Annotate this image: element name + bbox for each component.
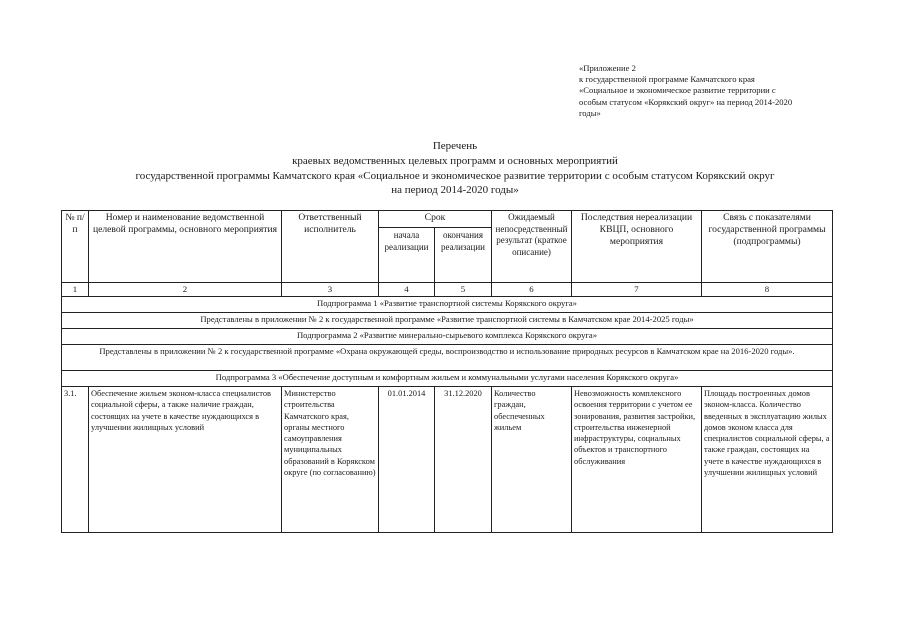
column-number: 5 — [435, 283, 492, 297]
header-term: Срок — [379, 211, 492, 228]
item-name: Обеспечение жильем эконом-класса специалистов социальной сферы, а также наличие граждан, состоящих на учете в качестве нуждающихся в улучшении жилищных условий — [89, 387, 282, 533]
appendix-line: «Приложение 2 — [579, 63, 636, 73]
header-start: начала реализации — [379, 228, 435, 283]
subprogram-1-row: Подпрограмма 1 «Развитие транспортной системы Корякского округа» — [62, 297, 833, 313]
item-number: 3.1. — [62, 387, 89, 533]
appendix-line: к государственной программе Камчатского края — [579, 74, 755, 85]
document-title: Перечень — [432, 140, 478, 152]
appendix-line: особым статусом «Корякский округ» на период 2014-2020 — [579, 96, 793, 107]
subprogram-3-row: Подпрограмма 3 «Обеспечение доступным и комфортным жильем и коммунальными услугами населения Корякского округа» — [62, 371, 833, 387]
table-row — [62, 387, 833, 533]
header-executor: Ответственный исполнитель — [282, 211, 379, 283]
document-subtitle: краевых ведомственных целевых программ и основных мероприятий — [292, 155, 618, 167]
header-number: № п/п — [62, 211, 89, 283]
item-start-date: 01.01.2014 — [379, 387, 435, 533]
column-number: 2 — [89, 283, 282, 297]
appendix-reference — [579, 63, 829, 119]
header-indicators-link: Связь с показателями государственной программы (подпрограммы) — [702, 211, 833, 283]
subprogram-2-note-row: Представлены в приложении № 2 к государственной программе «Охрана окружающей среды, воспроизводство и использование природных ресурсов в Камчатском крае на 2016-2020 годы». — [62, 345, 833, 371]
item-consequences: Невозможность комплексного освоения территории с учетом ее зонирования, развития застройки, строительства инженерной инфраструктуры, социальных объектов и транспортного обслуживания — [572, 387, 702, 533]
header-program-name: Номер и наименование ведомственной целевой программы, основного мероприятия — [89, 211, 282, 283]
programs-table — [61, 210, 833, 533]
item-indicators-link: Площадь построенных домов эконом-класса. Количество введенных в эксплуатацию жилых домов эконом класса для специалистов социальной сферы, а также граждан, состоящих на учете в качестве нуждающихся в улучшении жилищных условий — [702, 387, 833, 533]
item-executor: Министерство строительства Камчатского края, органы местного самоуправления муниципальных образований в Корякском округе (по согласованию) — [282, 387, 379, 533]
appendix-line: «Социальное и экономическое развитие территории с — [579, 85, 776, 96]
column-number: 8 — [702, 283, 833, 297]
column-numbers-row — [62, 283, 833, 297]
subprogram-2-row: Подпрограмма 2 «Развитие минерально-сырьевого комплекса Корякского округа» — [62, 329, 833, 345]
header-expected-result: Ожидаемый непосредственный результат (краткое описание) — [492, 211, 572, 283]
document-subtitle-program: государственной программы Камчатского края «Социальное и экономическое развитие территории с особым статусом Корякский округ — [135, 170, 775, 182]
column-number: 4 — [379, 283, 435, 297]
column-number: 1 — [62, 283, 89, 297]
subprogram-1-note-row: Представлены в приложении № 2 к государственной программе «Развитие транспортной системы в Камчатском крае 2014-2025 годы» — [62, 313, 833, 329]
item-expected-result: Количество граждан, обеспеченных жильем — [492, 387, 572, 533]
column-number: 7 — [572, 283, 702, 297]
header-end: окончания реализации — [435, 228, 492, 283]
column-number: 3 — [282, 283, 379, 297]
appendix-line: годы» — [579, 107, 601, 118]
item-end-date: 31.12.2020 — [435, 387, 492, 533]
header-consequences: Последствия нереализации КВЦП, основного мероприятия — [572, 211, 702, 283]
document-subtitle-period: на период 2014-2020 годы» — [391, 184, 519, 196]
column-number: 6 — [492, 283, 572, 297]
